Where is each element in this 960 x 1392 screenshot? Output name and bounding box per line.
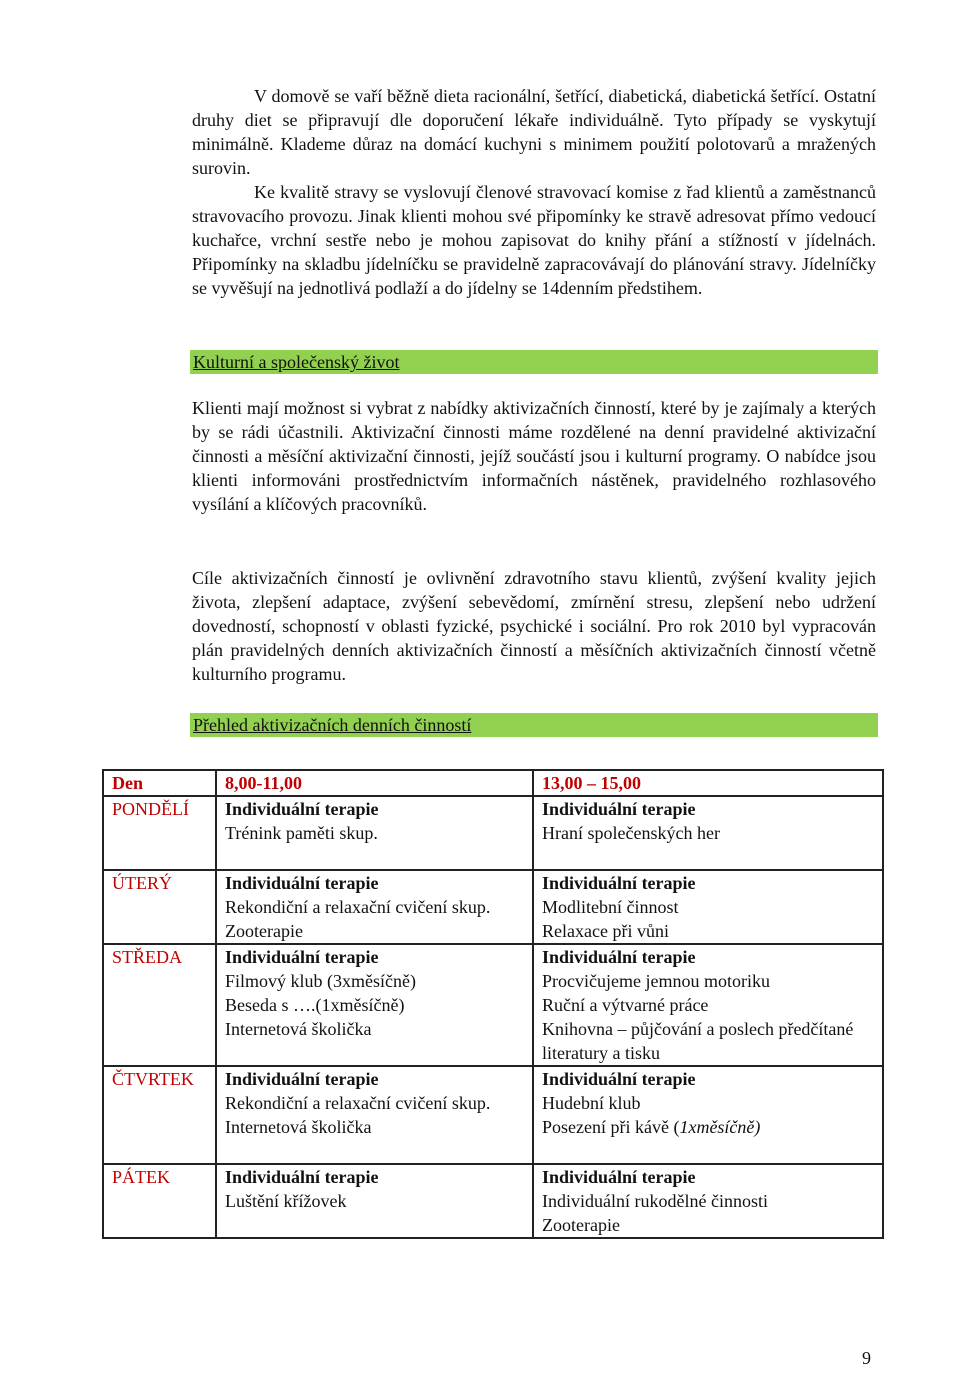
schedule-header-row: [103, 770, 883, 796]
paragraph-activities-offer: Klienti mají možnost si vybrat z nabídky aktivizačních činností, které by je zajímaly a kterých by se rádi účastnili. Aktivizační činnosti máme rozdělené na denní pravidelné aktivizační činnosti a měsíční aktivizační činnosti, jejíž součástí jsou i kulturní programy. O nabídce jsou klienti informováni prostřednictvím informačních nástěnek, pravidelného rozhlasového vysílání a klíčových pracovníků.: [192, 398, 876, 514]
activity-item-text: Posezení při kávě (: [542, 1117, 680, 1137]
activity-item: Modlitební činnost: [542, 897, 679, 917]
activity-item: Ruční a výtvarné práce: [542, 995, 709, 1015]
activity-title: Individuální terapie: [542, 1167, 696, 1187]
activity-item: Knihovna – půjčování a poslech předčítané literatury a tisku: [542, 1019, 854, 1063]
schedule-row-wednesday: [103, 944, 883, 1066]
header-day: Den: [103, 770, 216, 796]
activity-item: Filmový klub (3xměsíčně): [225, 971, 416, 991]
morning-cell: [216, 796, 533, 870]
header-afternoon: 13,00 – 15,00: [533, 770, 883, 796]
activity-title: Individuální terapie: [225, 1167, 379, 1187]
activity-item: [542, 1115, 882, 1139]
afternoon-cell: [533, 870, 883, 944]
afternoon-cell: [533, 1164, 883, 1238]
activity-item: Internetová školička: [225, 1019, 372, 1039]
activity-title: Individuální terapie: [542, 1069, 696, 1089]
activity-item: Individuální rukodělné činnosti: [542, 1191, 768, 1211]
morning-cell: [216, 1164, 533, 1238]
day-label: ÚTERÝ: [103, 870, 216, 944]
day-label: ČTVRTEK: [103, 1066, 216, 1164]
activity-item: Rekondiční a relaxační cvičení skup.: [225, 897, 491, 917]
activity-item: Internetová školička: [225, 1117, 372, 1137]
activity-item: Zooterapie: [225, 921, 303, 941]
activity-item: Procvičujeme jemnou motoriku: [542, 971, 770, 991]
day-label: PÁTEK: [103, 1164, 216, 1238]
activity-title: Individuální terapie: [542, 799, 696, 819]
morning-cell: [216, 870, 533, 944]
schedule-row-monday: [103, 796, 883, 870]
morning-cell: [216, 1066, 533, 1164]
paragraph-diet-types: V domově se vaří běžně dieta racionální, šetřící, diabetická, diabetická šetřící. Ostatní druhy diet se připravují dle doporučení lékaře individuálně. Tyto případy se vyskytují minimálně. Klademe důraz na domácí kuchyni s minimem použití polotovarů a mražených surovin.: [192, 86, 876, 178]
page-number: 9: [862, 1348, 871, 1368]
schedule-table: [102, 769, 884, 1239]
paragraph-activities-goals: Cíle aktivizačních činností je ovlivnění zdravotního stavu klientů, zvýšení kvality jejich života, zlepšení adaptace, zvýšení sebevědomí, zmírnění stresu, zlepšení nebo udržení dovedností, schopností v oblasti fyzické, psychické i sociální. Pro rok 2010 byl vypracován plán pravidelných denních aktivizačních činností a měsíčních aktivizačních činností včetně kulturního programu.: [192, 568, 876, 684]
afternoon-cell: [533, 796, 883, 870]
activity-title: Individuální terapie: [542, 947, 696, 967]
activity-item: Rekondiční a relaxační cvičení skup.: [225, 1093, 491, 1113]
schedule-row-tuesday: [103, 870, 883, 944]
afternoon-cell: [533, 1066, 883, 1164]
activity-title: Individuální terapie: [225, 799, 379, 819]
morning-cell: [216, 944, 533, 1066]
header-morning: 8,00-11,00: [216, 770, 533, 796]
activity-item: Zooterapie: [542, 1215, 620, 1235]
activity-item-frequency: 1xměsíčně): [679, 1117, 761, 1137]
section-heading-culture-text: Kulturní a společenský život: [193, 352, 400, 372]
section-heading-culture: [190, 350, 878, 374]
activity-title: Individuální terapie: [542, 873, 696, 893]
diet-section: [192, 84, 876, 300]
day-label: STŘEDA: [103, 944, 216, 1066]
activity-item: Hraní společenských her: [542, 823, 720, 843]
paragraph-food-quality: Ke kvalitě stravy se vyslovují členové stravovací komise z řad klientů a zaměstnanců stravovacího provozu. Jinak klienti mohou své připomínky ke stravě adresovat přímo vedoucí kuchařce, vrchní sestře nebo je mohou zapisovat do knihy přání a stížností v jídelnách. Připomínky na skladbu jídelníčku se pravidelně zapracovávají do plánování stravy. Jídelníčky se vyvěšují na jednotlivá podlaží a do jídelny se 14denním předstihem.: [192, 182, 876, 298]
activity-title: Individuální terapie: [225, 947, 379, 967]
activity-item: Beseda s ….(1xměsíčně): [225, 995, 405, 1015]
activity-title: Individuální terapie: [225, 1069, 379, 1089]
day-label: PONDĚLÍ: [103, 796, 216, 870]
section-heading-overview-text: Přehled aktivizačních denních činností: [193, 715, 472, 735]
schedule-row-friday: [103, 1164, 883, 1238]
schedule-row-thursday: [103, 1066, 883, 1164]
section-heading-overview: [190, 713, 878, 737]
afternoon-cell: [533, 944, 883, 1066]
activity-item: Trénink paměti skup.: [225, 823, 378, 843]
activity-title: Individuální terapie: [225, 873, 379, 893]
activity-item: Relaxace při vůni: [542, 921, 669, 941]
activity-item: Luštění křížovek: [225, 1191, 347, 1211]
activity-item: Hudební klub: [542, 1093, 641, 1113]
